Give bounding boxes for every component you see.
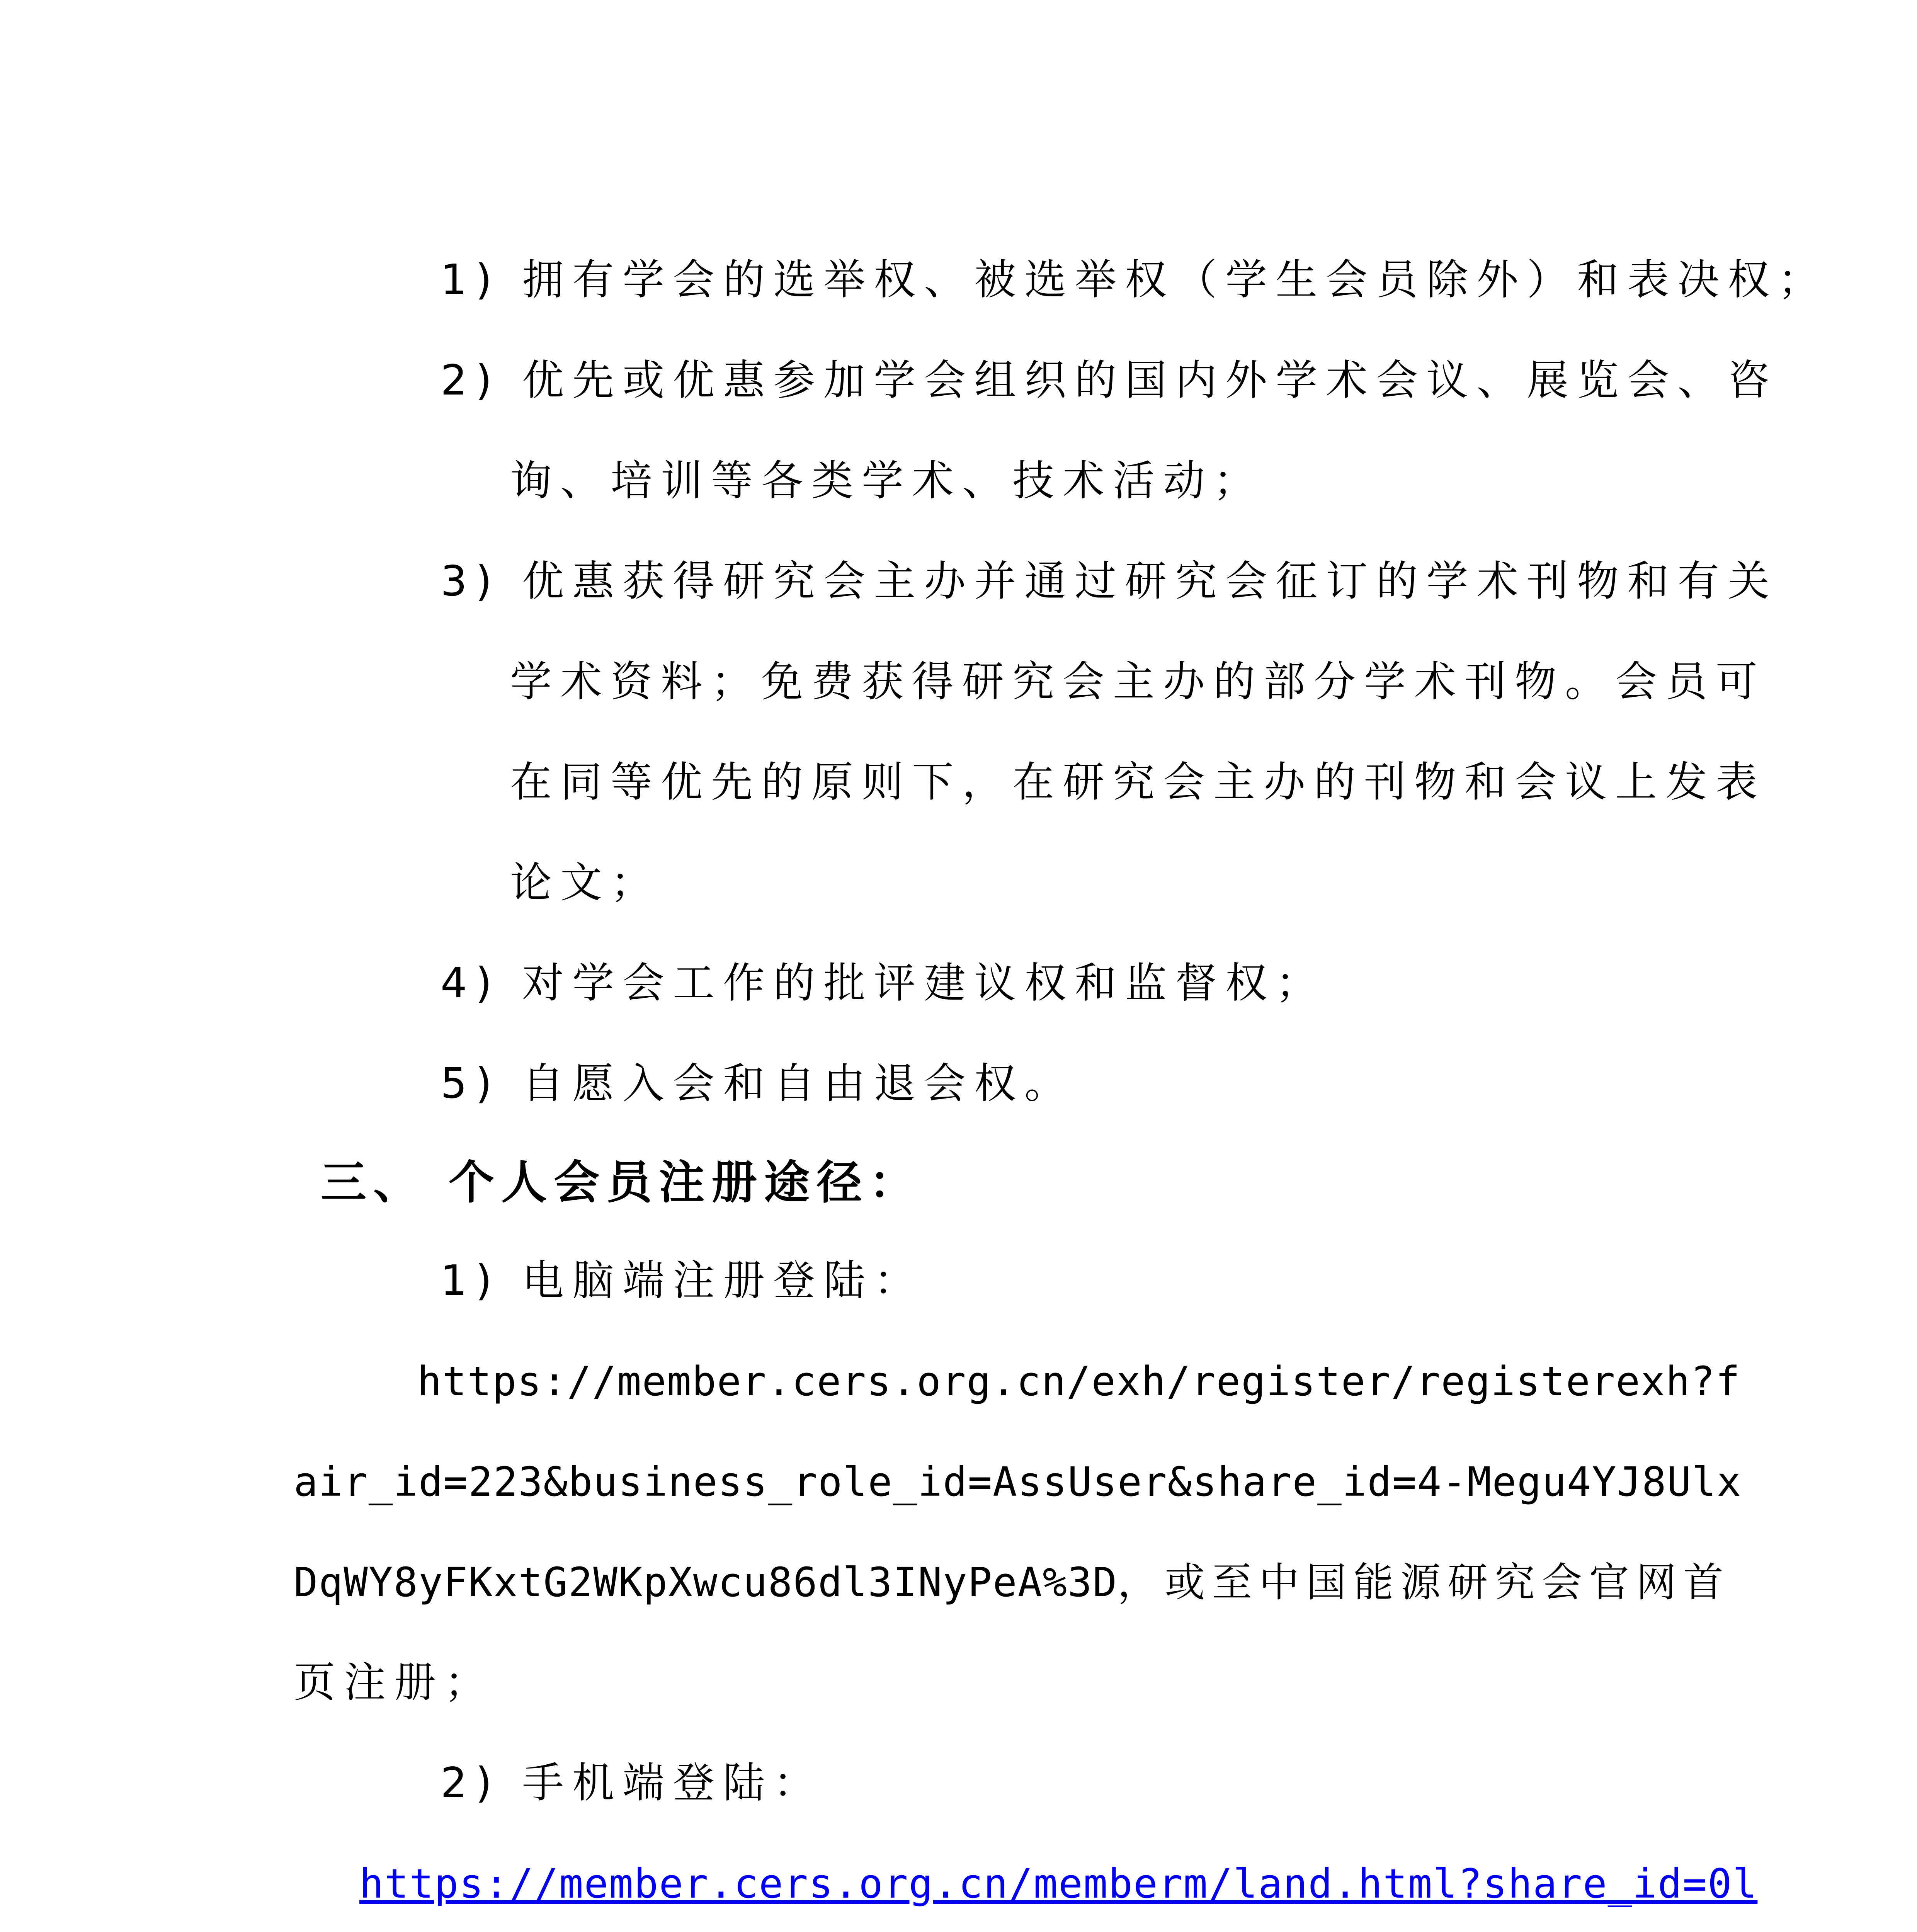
rights-item-3-line-1: 3) 优惠获得研究会主办并通过研究会征订的学术刊物和有关 (441, 557, 1778, 605)
rights-item-3-line-3: 在同等优先的原则下，在研究会主办的刊物和会议上发表 (510, 758, 1766, 806)
rights-item-4: 4) 对学会工作的批评建议权和监督权； (441, 959, 1326, 1007)
rights-item-3-line-2: 学术资料；免费获得研究会主办的部分学术刊物。会员可 (510, 658, 1766, 706)
pc-line-4: 页注册； (294, 1658, 495, 1707)
rights-item-5: 5) 自愿入会和自由退会权。 (441, 1060, 1075, 1108)
pc-url-text: DqWY8yFKxtG2WKpXwcu86dl3INyPeA%3D (294, 1559, 1118, 1606)
rights-item-2-line-1: 2) 优先或优惠参加学会组织的国内外学术会议、展览会、咨 (441, 356, 1778, 405)
rights-item-3-line-4: 论文； (510, 859, 661, 907)
pc-register-label: 1) 电脑端注册登陆： (441, 1257, 924, 1305)
section-heading: 三、 个人会员注册途径： (321, 1156, 922, 1209)
pc-url-line-1: https://member.cers.org.cn/exh/register/registerexh?f (417, 1358, 1741, 1405)
rights-item-1: 1) 拥有学会的选举权、被选举权（学生会员除外）和表决权； (441, 256, 1829, 304)
rights-item-2-line-2: 询、培训等各类学术、技术活动； (510, 457, 1264, 505)
pc-url-line-2: air_id=223&business_role_id=AssUser&share_id=4-Megu4YJ8Ulx (294, 1458, 1742, 1505)
pc-url-line-3 (294, 1557, 1730, 1607)
mobile-url-line-1[interactable] (359, 1859, 1757, 1909)
mobile-register-label: 2) 手机端登陆： (441, 1759, 824, 1807)
pc-url-suffix: ，或至中国能源研究会官网首 (1118, 1559, 1731, 1606)
mobile-register-link-part-1[interactable]: https://member.cers.org.cn/memberm/land.html?share_id=0l (359, 1860, 1758, 1907)
